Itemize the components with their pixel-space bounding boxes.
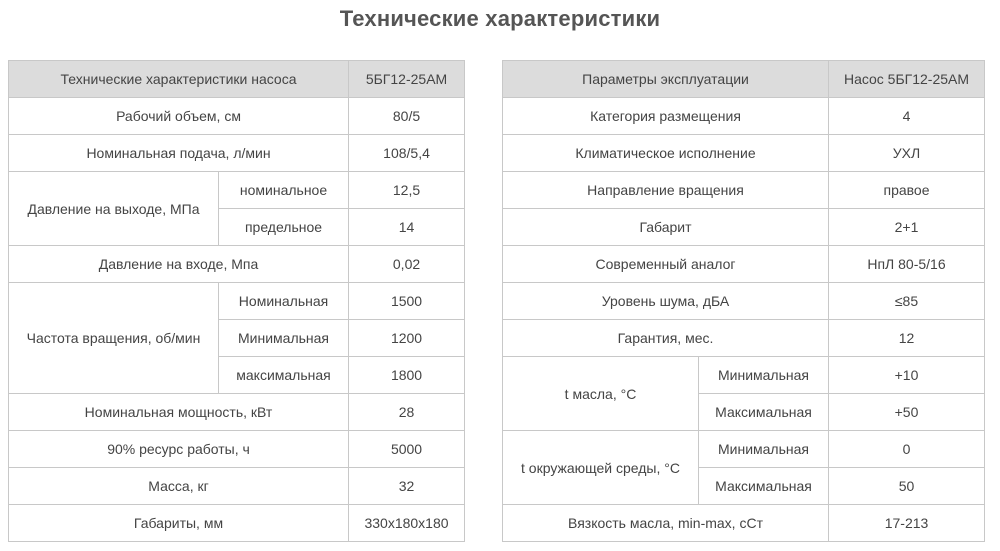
table-row <box>9 394 465 431</box>
sub-label: Номинальная <box>219 283 349 320</box>
row-label: Масса, кг <box>9 468 349 505</box>
row-value: НпЛ 80-5/16 <box>829 246 985 283</box>
row-value: 5000 <box>349 431 465 468</box>
row-label: Номинальная мощность, кВт <box>9 394 349 431</box>
group-label: Частота вращения, об/мин <box>9 283 219 394</box>
sub-label: Минимальная <box>219 320 349 357</box>
header-param: Параметры эксплуатации <box>503 61 829 98</box>
table-row <box>503 357 985 394</box>
table-row <box>503 98 985 135</box>
row-value: 12,5 <box>349 172 465 209</box>
row-value: 80/5 <box>349 98 465 135</box>
row-label: Современный аналог <box>503 246 829 283</box>
table-header-row <box>503 61 985 98</box>
header-param: Технические характеристики насоса <box>9 61 349 98</box>
row-value: 0,02 <box>349 246 465 283</box>
sub-label: предельное <box>219 209 349 246</box>
table-row <box>503 172 985 209</box>
table-header-row <box>9 61 465 98</box>
header-value: 5БГ12-25АМ <box>349 61 465 98</box>
table-row <box>503 505 985 542</box>
sub-label: максимальная <box>219 357 349 394</box>
group-label: Давление на выходе, МПа <box>9 172 219 246</box>
row-value: УХЛ <box>829 135 985 172</box>
group-label: t окружающей среды, °С <box>503 431 699 505</box>
row-label: Габарит <box>503 209 829 246</box>
row-label: Направление вращения <box>503 172 829 209</box>
table-row <box>9 135 465 172</box>
row-label: Габариты, мм <box>9 505 349 542</box>
row-value: 330х180х180 <box>349 505 465 542</box>
table-row <box>9 246 465 283</box>
row-value: 50 <box>829 468 985 505</box>
row-value: +10 <box>829 357 985 394</box>
row-label: Уровень шума, дБА <box>503 283 829 320</box>
row-value: 108/5,4 <box>349 135 465 172</box>
row-label: Гарантия, мес. <box>503 320 829 357</box>
row-label: Номинальная подача, л/мин <box>9 135 349 172</box>
pump-specs-table <box>8 60 465 542</box>
table-row <box>503 246 985 283</box>
row-label: Категория размещения <box>503 98 829 135</box>
page-title: Технические характеристики <box>339 6 661 31</box>
table-row <box>503 209 985 246</box>
row-label: Рабочий объем, см <box>9 98 349 135</box>
row-value: правое <box>829 172 985 209</box>
table-row <box>9 468 465 505</box>
row-value: 1800 <box>349 357 465 394</box>
table-row <box>9 98 465 135</box>
operation-params-table <box>502 60 985 542</box>
header-value: Насос 5БГ12-25АМ <box>829 61 985 98</box>
table-row <box>9 505 465 542</box>
row-label: Вязкость масла, min-max, сСт <box>503 505 829 542</box>
table-row <box>503 320 985 357</box>
table-row <box>503 135 985 172</box>
sub-label: Максимальная <box>699 394 829 431</box>
table-row <box>503 283 985 320</box>
row-value: 32 <box>349 468 465 505</box>
row-value: 17-213 <box>829 505 985 542</box>
table-row <box>503 431 985 468</box>
row-value: 2+1 <box>829 209 985 246</box>
row-label: Климатическое исполнение <box>503 135 829 172</box>
row-value: +50 <box>829 394 985 431</box>
row-value: ≤85 <box>829 283 985 320</box>
row-value: 4 <box>829 98 985 135</box>
sub-label: Максимальная <box>699 468 829 505</box>
group-label: t масла, °С <box>503 357 699 431</box>
row-label: 90% ресурс работы, ч <box>9 431 349 468</box>
row-value: 28 <box>349 394 465 431</box>
table-row <box>9 172 465 209</box>
sub-label: Минимальная <box>699 431 829 468</box>
row-value: 14 <box>349 209 465 246</box>
sub-label: Минимальная <box>699 357 829 394</box>
table-row <box>9 431 465 468</box>
row-value: 1200 <box>349 320 465 357</box>
sub-label: номинальное <box>219 172 349 209</box>
table-row <box>9 283 465 320</box>
row-value: 1500 <box>349 283 465 320</box>
row-value: 12 <box>829 320 985 357</box>
row-label: Давление на входе, Мпа <box>9 246 349 283</box>
row-value: 0 <box>829 431 985 468</box>
